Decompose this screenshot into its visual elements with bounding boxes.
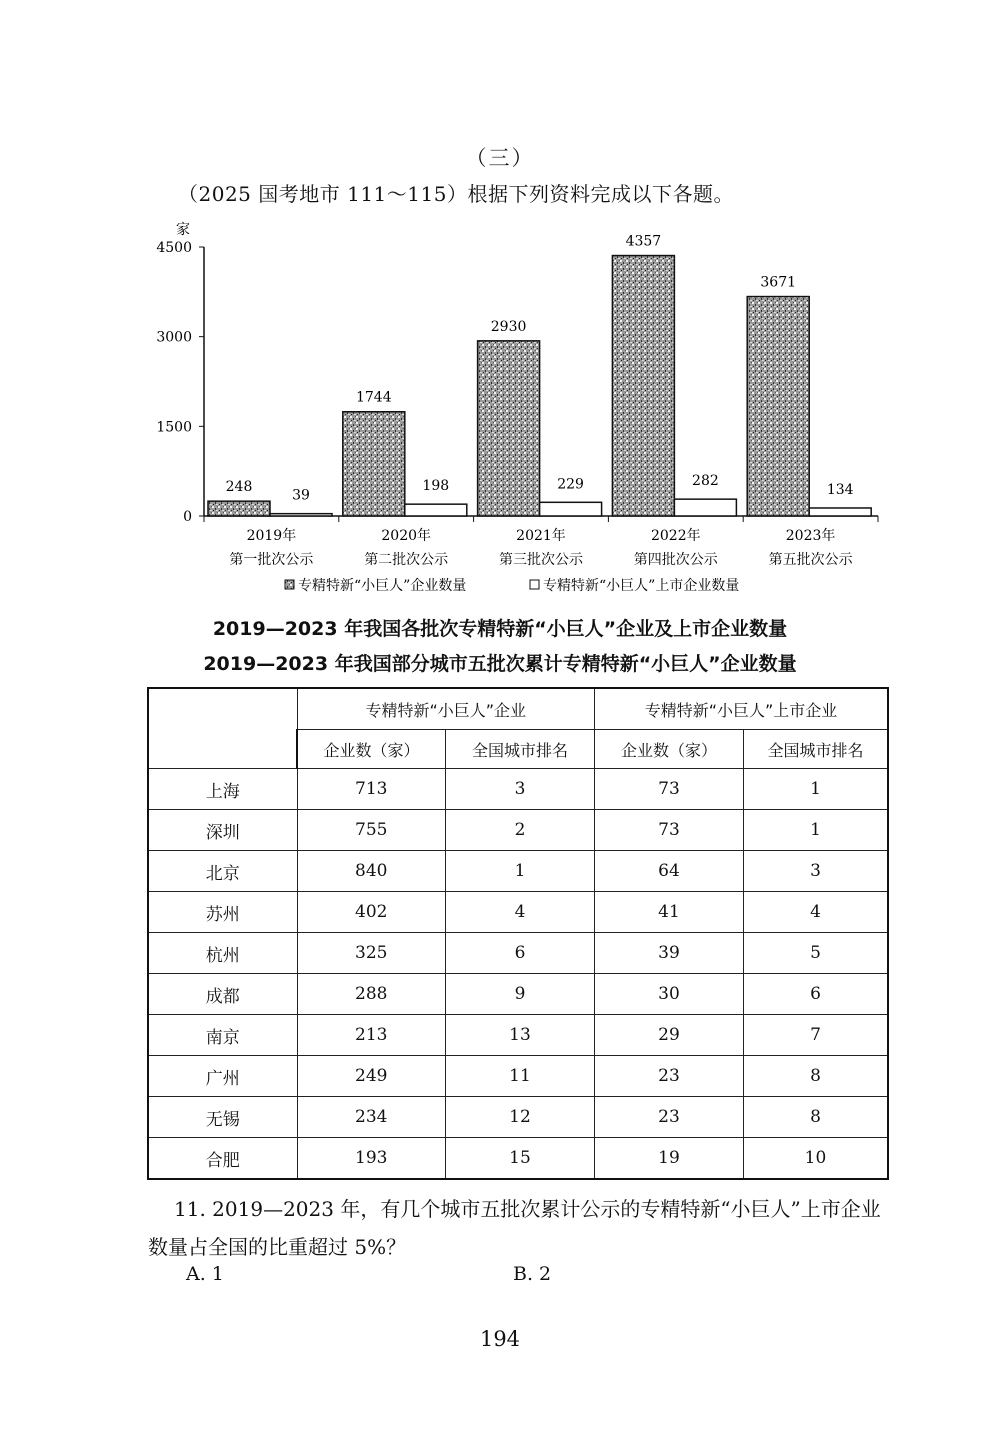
x-tick-label-batch: 第五批次公示 xyxy=(768,552,853,568)
data-label-listed: 282 xyxy=(692,473,719,490)
table-row xyxy=(148,974,888,1015)
table-row xyxy=(148,769,888,810)
table-cell: 2 xyxy=(446,810,595,851)
data-label-enterprise: 2930 xyxy=(490,318,527,335)
table-cell: 6 xyxy=(744,974,889,1015)
legend-swatch-enterprise xyxy=(285,580,294,589)
table-cell: 840 xyxy=(297,851,446,892)
x-tick-label-batch: 第三批次公示 xyxy=(499,552,583,568)
table-cell: 1 xyxy=(744,810,889,851)
option-b: B. 2 xyxy=(513,1263,552,1285)
city-name-cell: 合肥 xyxy=(148,1138,297,1180)
city-table xyxy=(147,687,889,1180)
city-name-cell: 无锡 xyxy=(148,1097,297,1138)
bar-enterprise xyxy=(208,501,270,516)
sub-header: 全国城市排名 xyxy=(744,730,889,769)
city-name-cell: 南京 xyxy=(148,1015,297,1056)
legend-label-listed: 专精特新“小巨人”上市企业数量 xyxy=(543,578,740,594)
table-cell: 755 xyxy=(297,810,446,851)
x-tick-label-year: 2021年 xyxy=(516,528,566,544)
group-header: 专精特新“小巨人”上市企业 xyxy=(595,688,889,730)
table-cell: 1 xyxy=(744,769,889,810)
table-corner xyxy=(148,688,297,769)
bar-listed xyxy=(674,499,736,516)
data-label-listed: 134 xyxy=(826,481,854,498)
legend-swatch-listed xyxy=(530,580,539,589)
section-label: （三） xyxy=(465,146,535,170)
table-cell: 29 xyxy=(595,1015,744,1056)
data-label-listed: 39 xyxy=(292,487,310,504)
page-number: 194 xyxy=(479,1327,521,1351)
data-label-enterprise: 3671 xyxy=(760,274,797,291)
bar-enterprise xyxy=(747,297,809,516)
table-cell: 23 xyxy=(595,1097,744,1138)
y-unit-label: 家 xyxy=(176,222,190,238)
table-row xyxy=(148,933,888,974)
data-label-enterprise: 1744 xyxy=(355,389,392,406)
data-label-listed: 198 xyxy=(422,478,450,495)
x-tick-label-batch: 第四批次公示 xyxy=(633,552,718,568)
table-cell: 7 xyxy=(744,1015,889,1056)
table-cell: 8 xyxy=(744,1097,889,1138)
table-cell: 8 xyxy=(744,1056,889,1097)
x-tick-label-year: 2019年 xyxy=(246,528,297,544)
group-header: 专精特新“小巨人”企业 xyxy=(297,688,595,730)
table-cell: 3 xyxy=(744,851,889,892)
sub-header: 企业数（家） xyxy=(595,730,744,769)
table-cell: 4 xyxy=(744,892,889,933)
bar-enterprise xyxy=(478,341,540,516)
table-cell: 5 xyxy=(744,933,889,974)
table-cell: 39 xyxy=(595,933,744,974)
sub-header: 企业数（家） xyxy=(297,730,446,769)
table-cell: 10 xyxy=(744,1138,889,1180)
data-label-enterprise: 4357 xyxy=(625,233,662,250)
chart-title: 2019—2023 年我国各批次专精特新“小巨人”企业及上市企业数量 xyxy=(212,618,788,640)
city-name-cell: 苏州 xyxy=(148,892,297,933)
y-tick-label: 0 xyxy=(183,509,192,525)
table-cell: 249 xyxy=(297,1056,446,1097)
table-title: 2019—2023 年我国部分城市五批次累计专精特新“小巨人”企业数量 xyxy=(203,653,797,675)
city-name-cell: 广州 xyxy=(148,1056,297,1097)
table-cell: 325 xyxy=(297,933,446,974)
table-cell: 213 xyxy=(297,1015,446,1056)
y-tick-label: 4500 xyxy=(156,240,192,256)
table-cell: 713 xyxy=(297,769,446,810)
table-cell: 41 xyxy=(595,892,744,933)
y-tick-label: 1500 xyxy=(156,419,192,436)
table-cell: 11 xyxy=(446,1056,595,1097)
intro-text: （2025 国考地市 111～115）根据下列资料完成以下各题。 xyxy=(178,182,734,206)
table-row xyxy=(148,1056,888,1097)
table-cell: 234 xyxy=(297,1097,446,1138)
option-a: A. 1 xyxy=(186,1263,224,1285)
table-cell: 64 xyxy=(595,851,744,892)
table-row xyxy=(148,1015,888,1056)
bar-chart xyxy=(140,212,900,607)
city-name-cell: 杭州 xyxy=(148,933,297,974)
x-tick-label-batch: 第二批次公示 xyxy=(364,552,449,568)
table-cell: 73 xyxy=(595,810,744,851)
city-name-cell: 深圳 xyxy=(148,810,297,851)
table-row xyxy=(148,851,888,892)
city-name-cell: 北京 xyxy=(148,851,297,892)
table-cell: 193 xyxy=(297,1138,446,1180)
table-cell: 288 xyxy=(297,974,446,1015)
y-tick-label: 3000 xyxy=(156,329,192,346)
bar-listed xyxy=(270,514,332,516)
x-tick-label-batch: 第一批次公示 xyxy=(229,552,314,568)
table-row xyxy=(148,810,888,851)
x-tick-label-year: 2023年 xyxy=(785,528,836,544)
bar-enterprise xyxy=(612,256,674,516)
bar-listed xyxy=(809,508,871,516)
data-label-listed: 229 xyxy=(557,476,584,493)
table-row xyxy=(148,892,888,933)
bar-enterprise xyxy=(343,412,405,516)
table-cell: 12 xyxy=(446,1097,595,1138)
table-cell: 6 xyxy=(446,933,595,974)
table-cell: 30 xyxy=(595,974,744,1015)
table-cell: 9 xyxy=(446,974,595,1015)
table-cell: 15 xyxy=(446,1138,595,1180)
x-tick-label-year: 2020年 xyxy=(381,528,432,544)
table-cell: 13 xyxy=(446,1015,595,1056)
table-cell: 402 xyxy=(297,892,446,933)
city-name-cell: 成都 xyxy=(148,974,297,1015)
bar-listed xyxy=(540,502,602,516)
table-cell: 23 xyxy=(595,1056,744,1097)
table-row xyxy=(148,1097,888,1138)
table-cell: 73 xyxy=(595,769,744,810)
legend-label-enterprise: 专精特新“小巨人”企业数量 xyxy=(298,578,467,594)
sub-header: 全国城市排名 xyxy=(446,730,595,769)
table-cell: 1 xyxy=(446,851,595,892)
question-text: 11. 2019—2023 年，有几个城市五批次累计公示的专精特新“小巨人”上市企业数量占全国的比重超过 5%？ xyxy=(148,1197,881,1259)
table-cell: 4 xyxy=(446,892,595,933)
table-cell: 3 xyxy=(446,769,595,810)
x-tick-label-year: 2022年 xyxy=(650,528,701,544)
table-row xyxy=(148,1138,888,1180)
table-cell: 19 xyxy=(595,1138,744,1180)
data-label-enterprise: 248 xyxy=(225,479,253,496)
city-name-cell: 上海 xyxy=(148,769,297,810)
bar-listed xyxy=(405,504,467,516)
